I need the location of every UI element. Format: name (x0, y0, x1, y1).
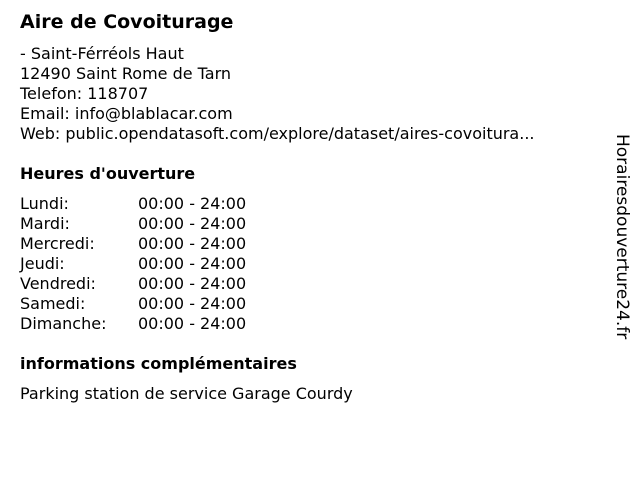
hours-row-thursday (20, 254, 246, 274)
additional-info-heading: informations complémentaires (20, 354, 297, 373)
additional-info-text: Parking station de service Garage Courdy (20, 384, 353, 403)
phone-line: Telefon: 118707 (20, 84, 149, 103)
opening-hours-table (20, 194, 246, 334)
address-block (20, 44, 535, 144)
city-line: 12490 Saint Rome de Tarn (20, 64, 232, 83)
opening-hours-heading: Heures d'ouverture (20, 164, 196, 183)
email-line: Email: info@blablacar.com (20, 104, 233, 123)
day-label: Vendredi: (20, 274, 96, 293)
day-label: Lundi: (20, 194, 69, 213)
web-line: Web: public.opendatasoft.com/explore/dataset/aires-covoitura... (20, 124, 535, 143)
time-range: 00:00 - 24:00 (138, 234, 247, 253)
place-title: Aire de Covoiturage (20, 11, 234, 33)
hours-row-tuesday (20, 214, 246, 234)
day-label: Dimanche: (20, 314, 107, 333)
hours-row-friday (20, 274, 246, 294)
day-label: Mercredi: (20, 234, 95, 253)
day-label: Jeudi: (20, 254, 65, 273)
time-range: 00:00 - 24:00 (138, 274, 247, 293)
day-label: Samedi: (20, 294, 86, 313)
hours-row-wednesday (20, 234, 246, 254)
hours-row-sunday (20, 314, 246, 334)
day-label: Mardi: (20, 214, 70, 233)
time-range: 00:00 - 24:00 (138, 294, 247, 313)
hours-row-saturday (20, 294, 246, 314)
hours-row-monday (20, 194, 246, 214)
time-range: 00:00 - 24:00 (138, 214, 247, 233)
street-line: - Saint-Férréols Haut (20, 44, 184, 63)
time-range: 00:00 - 24:00 (138, 254, 247, 273)
site-watermark: Horairesdouverture24.fr (612, 134, 632, 340)
time-range: 00:00 - 24:00 (138, 314, 247, 333)
time-range: 00:00 - 24:00 (138, 194, 247, 213)
